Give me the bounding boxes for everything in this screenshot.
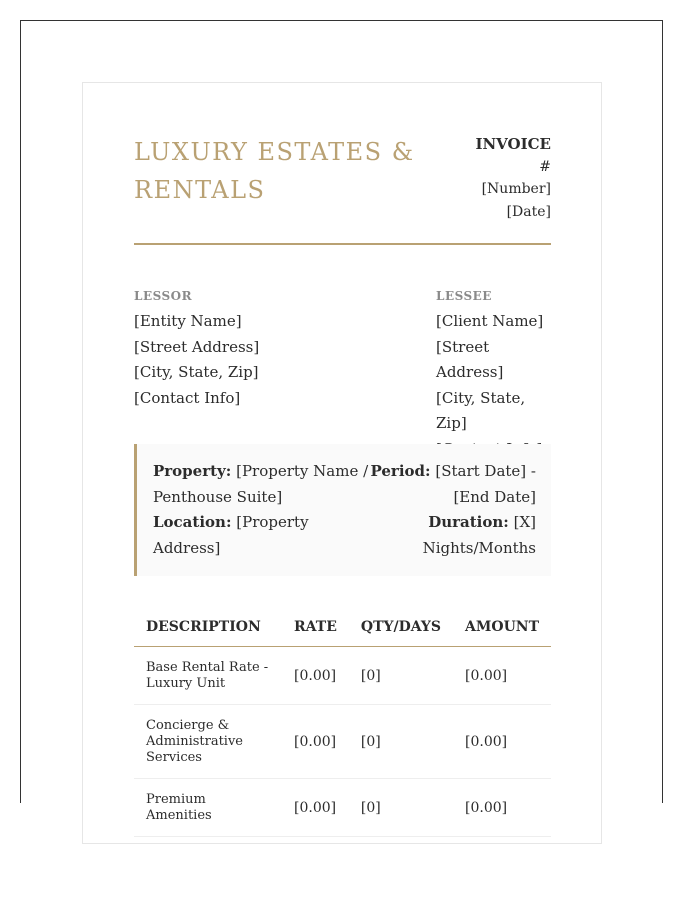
property-details-right <box>361 459 536 561</box>
header-amount: AMOUNT <box>453 607 551 647</box>
lessor-label: LESSOR <box>134 289 193 303</box>
period-key: Period: <box>370 462 431 480</box>
row-rate: [0.00] <box>282 647 349 705</box>
row-amount: [0.00] <box>453 779 551 837</box>
lessee-city-state-zip: [City, State, Zip] <box>436 388 526 433</box>
table-row <box>134 779 551 837</box>
row-rate: [0.00] <box>282 705 349 779</box>
property-value: [Property Name / Penthouse Suite] <box>153 462 369 506</box>
row-amount: [0.00] <box>453 705 551 779</box>
invoice-meta <box>475 133 551 223</box>
row-description: Concierge & Administrative Services <box>134 705 282 779</box>
property-key: Property: <box>153 462 232 480</box>
lessor-street-address: [Street Address] <box>134 337 260 356</box>
header-description: DESCRIPTION <box>134 607 282 647</box>
invoice-hash: # <box>539 158 551 175</box>
line-items-table-wrapper <box>134 607 551 837</box>
table-row <box>134 705 551 779</box>
lessor-block <box>134 288 259 411</box>
row-qty: [0] <box>349 647 453 705</box>
row-rate: [0.00] <box>282 779 349 837</box>
lessee-street-address: [Street Address] <box>436 337 504 382</box>
table-row <box>134 647 551 705</box>
row-qty: [0] <box>349 705 453 779</box>
invoice-date: [Date] <box>506 203 551 220</box>
header-qty-days: QTY/DAYS <box>349 607 453 647</box>
document-viewport[interactable] <box>20 20 663 823</box>
lessee-block <box>436 288 551 463</box>
company-name-line-2: RENTALS <box>134 176 266 204</box>
row-description: Base Rental Rate - Luxury Unit <box>134 647 282 705</box>
property-details-panel <box>134 444 551 576</box>
table-header-row <box>134 607 551 647</box>
lessee-client-name: [Client Name] <box>436 312 544 330</box>
location-key: Location: <box>153 513 232 531</box>
lessor-city-state-zip: [City, State, Zip] <box>134 363 259 382</box>
duration-key: Duration: <box>428 513 509 531</box>
row-description: Premium Amenities <box>134 779 282 837</box>
invoice-number: [Number] <box>481 181 551 197</box>
location-value: [Property Address] <box>153 513 309 557</box>
duration-value: [X] Nights/Months <box>422 513 536 557</box>
header-divider <box>134 243 551 245</box>
company-name-line-1: LUXURY ESTATES & <box>134 138 415 166</box>
period-value: [Start Date] - [End Date] <box>435 462 536 506</box>
duration-row <box>361 510 536 561</box>
property-row <box>153 459 373 510</box>
invoice-title: INVOICE <box>475 135 551 153</box>
lessee-label: LESSEE <box>436 289 492 303</box>
lessor-entity-name: [Entity Name] <box>134 312 242 330</box>
location-row <box>153 510 373 561</box>
line-items-table <box>134 607 551 837</box>
lessor-contact-info: [Contact Info] <box>134 388 241 407</box>
invoice-page <box>82 82 602 844</box>
header-rate: RATE <box>282 607 349 647</box>
company-name <box>134 133 434 209</box>
property-details-left <box>153 459 373 561</box>
period-row <box>361 459 536 510</box>
row-qty: [0] <box>349 779 453 837</box>
row-amount: [0.00] <box>453 647 551 705</box>
